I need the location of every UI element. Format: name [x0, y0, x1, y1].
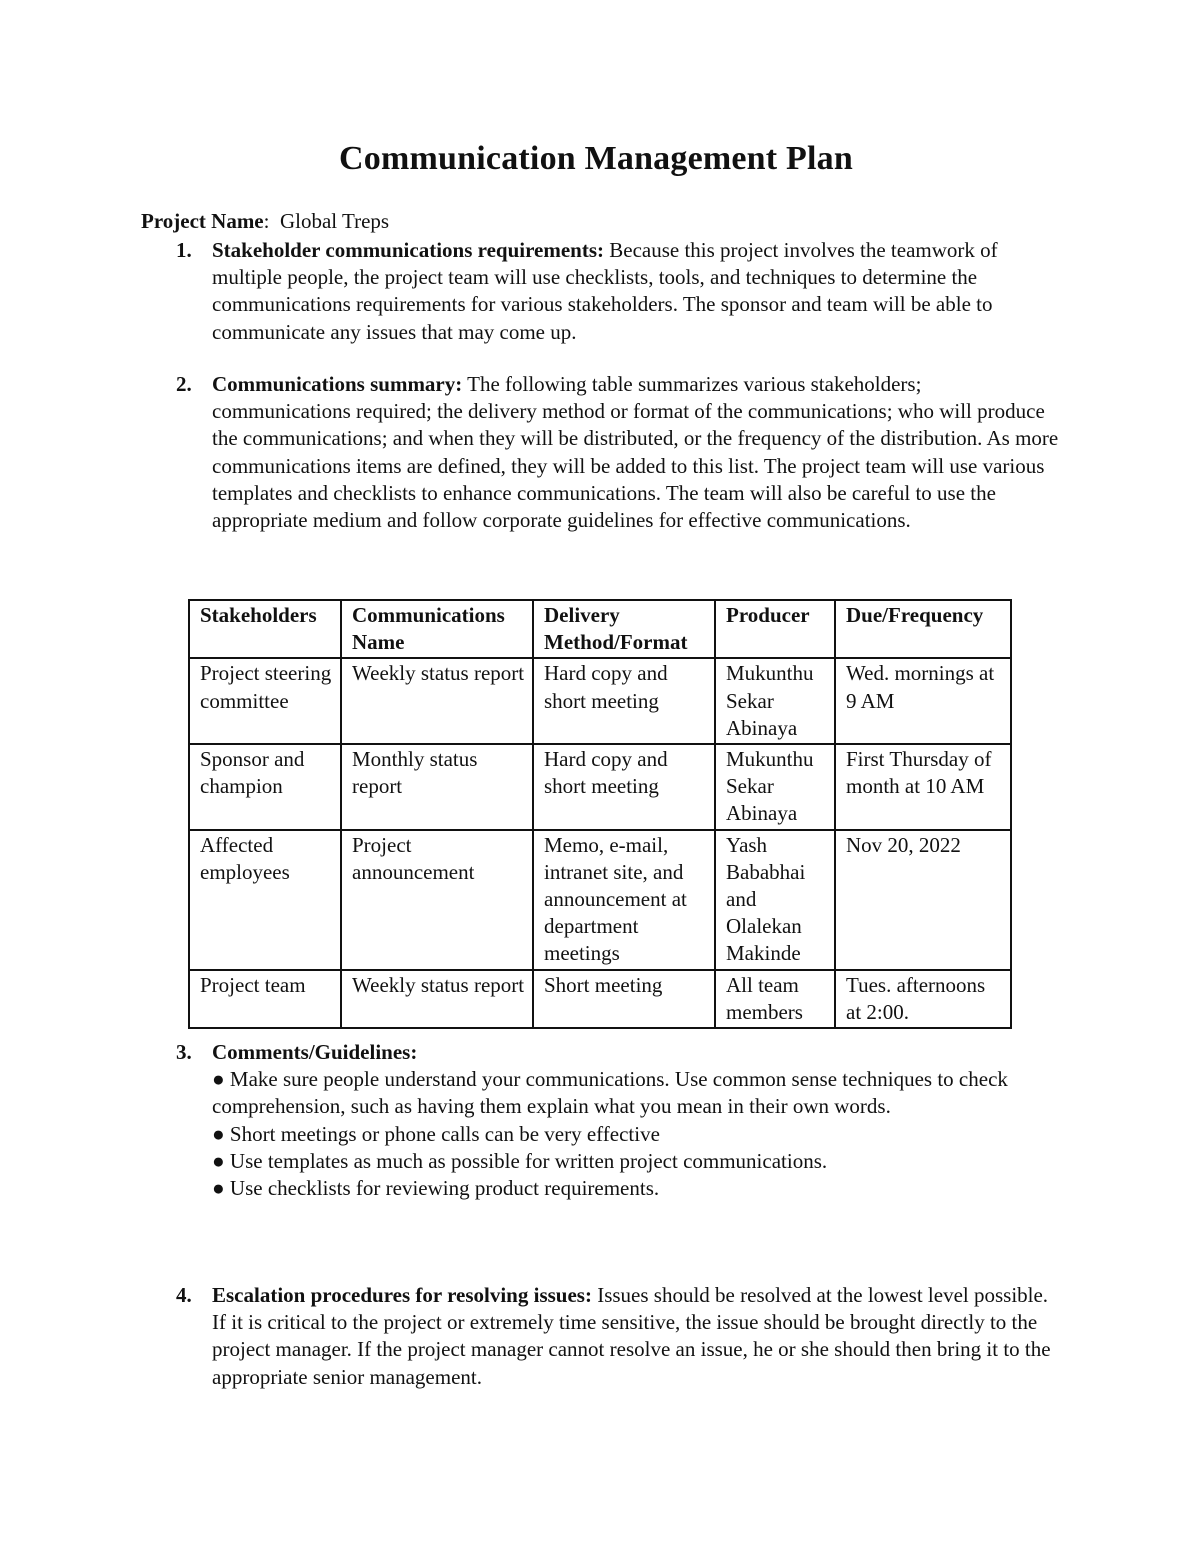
header-delivery-method: Delivery Method/Format	[533, 600, 715, 658]
guideline-bullet: ● Use templates as much as possible for written project communications.	[212, 1148, 828, 1173]
cell-due-frequency: Tues. afternoons at 2:00.	[835, 970, 1011, 1028]
cell-stakeholder: Project team	[189, 970, 341, 1028]
section-stakeholder-requirements	[176, 237, 1066, 346]
cell-producer: Mukunthu Sekar Abinaya	[715, 658, 835, 744]
cell-producer: Yash Bababhai and Olalekan Makinde	[715, 830, 835, 970]
cell-due-frequency: First Thursday of month at 10 AM	[835, 744, 1011, 830]
section-number: 3.	[176, 1040, 192, 1064]
section-comments-guidelines	[176, 1039, 1066, 1202]
project-name-value: Global Treps	[279, 209, 390, 233]
section-number: 4.	[176, 1283, 192, 1307]
cell-due-frequency: Nov 20, 2022	[835, 830, 1011, 970]
section-heading: Escalation procedures for resolving issues:	[212, 1283, 592, 1307]
section-text: Because this project involves the teamwork of multiple people, the project team will use checklists, tools, and techniques to determine the communications requirements for various stakeholders. The sponsor and team will be able to communicate any issues that may come up.	[212, 238, 998, 344]
cell-delivery-method: Hard copy and short meeting	[533, 744, 715, 830]
table-row	[189, 830, 1011, 970]
section-number: 2.	[176, 372, 192, 396]
guideline-bullet: ● Short meetings or phone calls can be very effective	[212, 1121, 660, 1146]
cell-producer: All team members	[715, 970, 835, 1028]
cell-stakeholder: Sponsor and champion	[189, 744, 341, 830]
cell-stakeholder: Affected employees	[189, 830, 341, 970]
communications-table	[188, 599, 1012, 1029]
guideline-bullet: ● Make sure people understand your communications. Use common sense techniques to check comprehension, such as having them explain what you mean in their own words.	[212, 1067, 1008, 1119]
project-name-separator: :	[263, 209, 270, 233]
header-due-frequency: Due/Frequency	[835, 600, 1011, 658]
table-row	[189, 744, 1011, 830]
section-heading: Stakeholder communications requirements:	[212, 238, 604, 262]
section-communications-summary	[176, 371, 1066, 534]
section-text: Issues should be resolved at the lowest level possible. If it is critical to the project or extremely time sensitive, the issue should be brought directly to the project manager. If the project manager cannot resolve an issue, he or she should then bring it to the appropriate senior management.	[212, 1283, 1051, 1389]
cell-communications-name: Monthly status report	[341, 744, 533, 830]
section-text: The following table summarizes various stakeholders; communications required; the delivery method or format of the communications; who will produce the communications; and when they will be distributed, or the frequency of the distribution. As more communications items are defined, they will be added to this list. The project team will use various templates and checklists to enhance communications. The team will also be careful to use the appropriate medium and follow corporate guidelines for effective communications.	[212, 372, 1059, 533]
table-row	[189, 970, 1011, 1028]
page-title: Communication Management Plan	[339, 140, 853, 177]
cell-communications-name: Weekly status report	[341, 970, 533, 1028]
cell-communications-name: Weekly status report	[341, 658, 533, 744]
project-name-label: Project Name	[141, 209, 264, 233]
cell-due-frequency: Wed. mornings at 9 AM	[835, 658, 1011, 744]
project-name-line	[141, 208, 389, 235]
section-number: 1.	[176, 238, 192, 262]
cell-delivery-method: Short meeting	[533, 970, 715, 1028]
cell-producer: Mukunthu Sekar Abinaya	[715, 744, 835, 830]
table-row	[189, 658, 1011, 744]
cell-delivery-method: Hard copy and short meeting	[533, 658, 715, 744]
header-communications-name: Communications Name	[341, 600, 533, 658]
header-stakeholders: Stakeholders	[189, 600, 341, 658]
section-heading: Comments/Guidelines:	[212, 1040, 418, 1064]
cell-communications-name: Project announcement	[341, 830, 533, 970]
guideline-bullet: ● Use checklists for reviewing product requirements.	[212, 1176, 660, 1201]
table-header-row	[189, 600, 1011, 658]
cell-stakeholder: Project steering committee	[189, 658, 341, 744]
cell-delivery-method: Memo, e-mail, intranet site, and announcement at department meetings	[533, 830, 715, 970]
section-escalation-procedures	[176, 1282, 1066, 1391]
header-producer: Producer	[715, 600, 835, 658]
section-heading: Communications summary:	[212, 372, 463, 396]
